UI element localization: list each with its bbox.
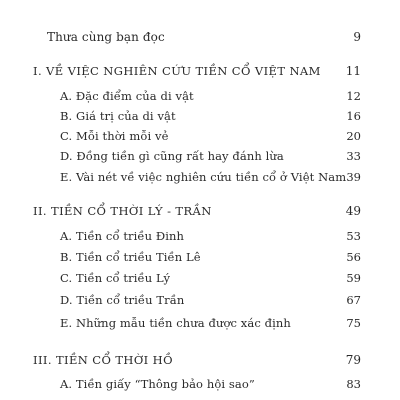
toc-item-page: 75 (346, 316, 361, 330)
toc-section-title: II. TIỀN CỔ THỜI LÝ - TRẦN (33, 204, 212, 218)
toc-item-page: 33 (346, 149, 361, 163)
toc-section-title: III. TIỀN CỔ THỜI HỒ (33, 353, 173, 367)
toc-item-page: 83 (346, 377, 361, 391)
toc-item-title: E. Những mẫu tiền chưa được xác định (60, 316, 291, 330)
toc-section-1 (33, 61, 361, 81)
toc-item-title: E. Vài nét về việc nghiên cứu tiền cổ ở Việt Nam (60, 170, 347, 184)
toc-item (60, 268, 361, 288)
toc-item-title: A. Tiền cổ triều Đinh (60, 229, 185, 243)
toc-item-page: 20 (346, 129, 361, 143)
toc-item-page: 59 (346, 271, 361, 285)
toc-item-page: 53 (346, 229, 361, 243)
toc-item-page: 39 (346, 170, 361, 184)
toc-item-title: B. Tiền cổ triều Tiền Lê (60, 250, 201, 264)
toc-item-title: B. Giá trị của di vật (60, 109, 176, 123)
toc-section-page: 49 (345, 204, 361, 218)
toc-entry-title: Thưa cùng bạn đọc (47, 30, 165, 44)
toc-item-title: A. Đặc điểm của di vật (60, 89, 194, 103)
toc-item-page: 16 (346, 109, 361, 123)
toc-item-title: C. Tiền cổ triều Lý (60, 271, 171, 285)
toc-section-3 (33, 350, 361, 370)
toc-item-title: D. Tiền cổ triều Trần (60, 293, 185, 307)
toc-item-page: 56 (346, 250, 361, 264)
toc-item (60, 106, 361, 126)
toc-item (60, 313, 361, 333)
toc-item (60, 126, 361, 146)
toc-item (60, 247, 361, 267)
toc-item-title: C. Mỗi thời mỗi vẻ (60, 129, 169, 143)
toc-section-2 (33, 201, 361, 221)
toc-item-title: A. Tiền giấy “Thông bảo hội sao” (60, 377, 255, 391)
toc-section-page: 79 (345, 353, 361, 367)
toc-item (60, 146, 361, 166)
toc-entry-preface (47, 27, 361, 47)
toc-item-page: 67 (346, 293, 361, 307)
toc-item-title: D. Đồng tiền gì cũng rất hay đánh lừa (60, 149, 284, 163)
toc-item-page: 12 (346, 89, 361, 103)
toc-item (60, 167, 361, 187)
toc-item (60, 290, 361, 310)
toc-section-title: I. VỀ VIỆC NGHIÊN CỨU TIỀN CỔ VIỆT NAM (33, 64, 321, 78)
toc-entry-page: 9 (353, 30, 361, 44)
toc-item (60, 226, 361, 246)
toc-item (60, 374, 361, 394)
toc-item (60, 86, 361, 106)
toc-section-page: 11 (345, 64, 361, 78)
